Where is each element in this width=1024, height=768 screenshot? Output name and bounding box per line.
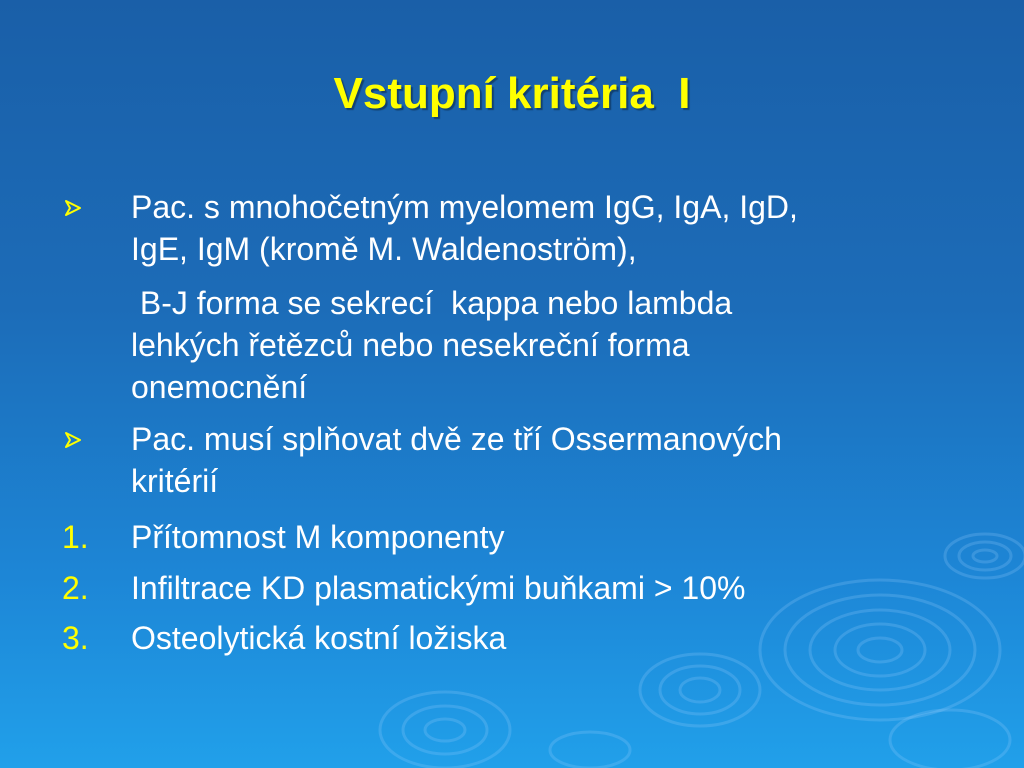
numbered-text: Infiltrace KD plasmatickými buňkami > 10% bbox=[131, 570, 746, 606]
bullet-line: IgE, IgM (kromě M. Waldenoström), bbox=[131, 231, 637, 267]
list-number: 3. bbox=[62, 620, 89, 656]
arrowhead-bullet-icon bbox=[64, 199, 82, 217]
bullet-line: Pac. s mnohočetným myelomem IgG, IgA, IgD, bbox=[131, 189, 798, 225]
bullet-line: kritérií bbox=[131, 463, 219, 499]
continuation-text bbox=[131, 282, 999, 408]
continuation-line: onemocnění bbox=[131, 369, 308, 405]
bullet-line: Pac. musí splňovat dvě ze tří Ossermanových bbox=[131, 421, 782, 457]
list-number: 2. bbox=[62, 570, 89, 606]
bullet-text bbox=[131, 418, 991, 502]
bullet-text bbox=[131, 186, 991, 270]
list-number: 1. bbox=[62, 519, 89, 555]
continuation-line: lehkých řetězců nebo nesekreční forma bbox=[131, 327, 690, 363]
numbered-text: Přítomnost M komponenty bbox=[131, 519, 505, 555]
continuation-line: B-J forma se sekrecí kappa nebo lambda bbox=[131, 285, 733, 321]
arrowhead-bullet-icon bbox=[64, 431, 82, 449]
numbered-text: Osteolytická kostní ložiska bbox=[131, 620, 507, 656]
slide-title: Vstupní kritéria I bbox=[333, 69, 691, 118]
